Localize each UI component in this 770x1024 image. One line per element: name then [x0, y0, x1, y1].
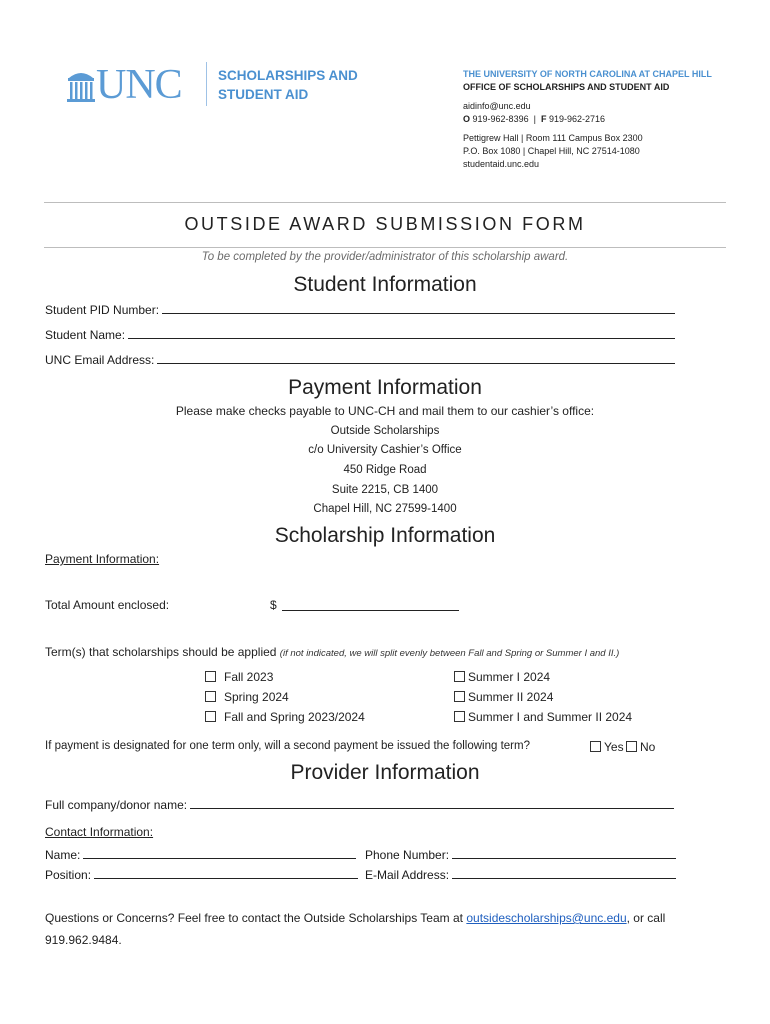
term-option-summer1[interactable]: Summer I 2024 [454, 670, 550, 684]
form-subtitle: To be completed by the provider/administrator of this scholarship award. [201, 251, 569, 263]
term-option-summer2[interactable]: Summer II 2024 [454, 690, 553, 704]
payment-info-label: Payment Information: [45, 552, 160, 566]
term-option-fall-spring[interactable]: Fall and Spring 2023/2024 [205, 710, 365, 724]
checkbox-icon[interactable] [454, 671, 465, 682]
student-name-label: Student Name: [45, 328, 126, 342]
cashier-address-line: c/o University Cashier’s Office [308, 444, 462, 456]
amount-field[interactable] [282, 598, 459, 611]
currency-symbol: $ [270, 598, 277, 612]
checkbox-icon[interactable] [590, 741, 601, 752]
term-option-spring[interactable]: Spring 2024 [205, 690, 289, 704]
student-pid-label: Student PID Number: [45, 303, 160, 317]
company-name-field[interactable] [45, 796, 674, 812]
payment-info-heading: Payment Information [288, 376, 482, 399]
form-title: OUTSIDE AWARD SUBMISSION FORM [184, 214, 586, 234]
checkbox-icon[interactable] [205, 711, 216, 722]
checkbox-icon[interactable] [205, 671, 216, 682]
checkbox-icon[interactable] [454, 691, 465, 702]
unc-logo [66, 62, 182, 108]
position-label: Position: [45, 868, 92, 882]
scholarship-info-heading: Scholarship Information [274, 524, 496, 547]
student-email-label: UNC Email Address: [45, 353, 155, 367]
unit-name: SCHOLARSHIPS AND STUDENT AID [218, 68, 358, 102]
term-option-fall[interactable]: Fall 2023 [205, 670, 273, 684]
terms-line [45, 645, 619, 659]
office-website: studentaid.unc.edu [463, 159, 540, 169]
payment-instruction: Please make checks payable to UNC-CH and mail them to our cashier’s office: [175, 404, 595, 418]
second-payment-no[interactable]: No [626, 740, 655, 754]
contact-phone: 919.962.9484. [45, 933, 122, 947]
logo-text: UNC [96, 62, 182, 108]
email-address-label: E-Mail Address: [365, 868, 450, 882]
contact-email-link[interactable]: outsidescholarships@unc.edu [466, 911, 627, 925]
terms-note: (if not indicated, we will split evenly between Fall and Spring or Summer I and II.) [279, 648, 620, 659]
company-label: Full company/donor name: [45, 798, 188, 812]
contact-name-field[interactable] [45, 846, 356, 862]
cashier-address-line: Suite 2215, CB 1400 [331, 484, 439, 496]
title-rule-top [44, 202, 726, 203]
provider-info-heading: Provider Information [290, 761, 480, 784]
student-name-field[interactable] [45, 326, 675, 342]
contact-name-label: Name: [45, 848, 81, 862]
office-phone-line: O 919-962-8396 | F 919-962-2716 [463, 114, 606, 124]
office-address-2: P.O. Box 1080 | Chapel Hill, NC 27514-1080 [463, 146, 640, 156]
student-info-heading: Student Information [293, 273, 477, 296]
checkbox-icon[interactable] [454, 711, 465, 722]
checkbox-icon[interactable] [205, 691, 216, 702]
cashier-address-line: 450 Ridge Road [343, 464, 427, 476]
contact-info-label: Contact Information: [45, 825, 154, 839]
old-well-icon [66, 66, 96, 104]
office-contact-block [463, 68, 712, 171]
student-pid-field[interactable] [45, 301, 675, 317]
office-name: OFFICE OF SCHOLARSHIPS AND STUDENT AID [463, 82, 670, 92]
term-option-summer-both[interactable]: Summer I and Summer II 2024 [454, 710, 632, 724]
cashier-address-line: Outside Scholarships [330, 425, 440, 437]
questions-text: Questions or Concerns? Feel free to contact the Outside Scholarships Team at outsidescholarships@unc.edu, or call 919.962.9484. [45, 911, 666, 947]
title-rule-bottom [44, 247, 726, 248]
checkbox-icon[interactable] [626, 741, 637, 752]
second-payment-yes[interactable]: Yes [590, 740, 624, 754]
terms-label: Term(s) that scholarships should be applied [45, 645, 277, 659]
office-address-1: Pettigrew Hall | Room 111 Campus Box 2300 [463, 133, 643, 143]
cashier-address-line: Chapel Hill, NC 27599-1400 [313, 503, 457, 515]
amount-label: Total Amount enclosed: [45, 598, 170, 612]
second-payment-question: If payment is designated for one term only, will a second payment be issued the following term? [45, 740, 530, 752]
phone-number-label: Phone Number: [365, 848, 450, 862]
position-field[interactable] [45, 866, 358, 882]
student-email-field[interactable] [45, 351, 675, 367]
logo-divider [206, 62, 207, 106]
email-address-field[interactable] [365, 866, 676, 882]
phone-number-field[interactable] [365, 846, 676, 862]
university-name: THE UNIVERSITY OF NORTH CAROLINA AT CHAPEL HILL [463, 69, 712, 79]
office-email: aidinfo@unc.edu [463, 101, 531, 111]
